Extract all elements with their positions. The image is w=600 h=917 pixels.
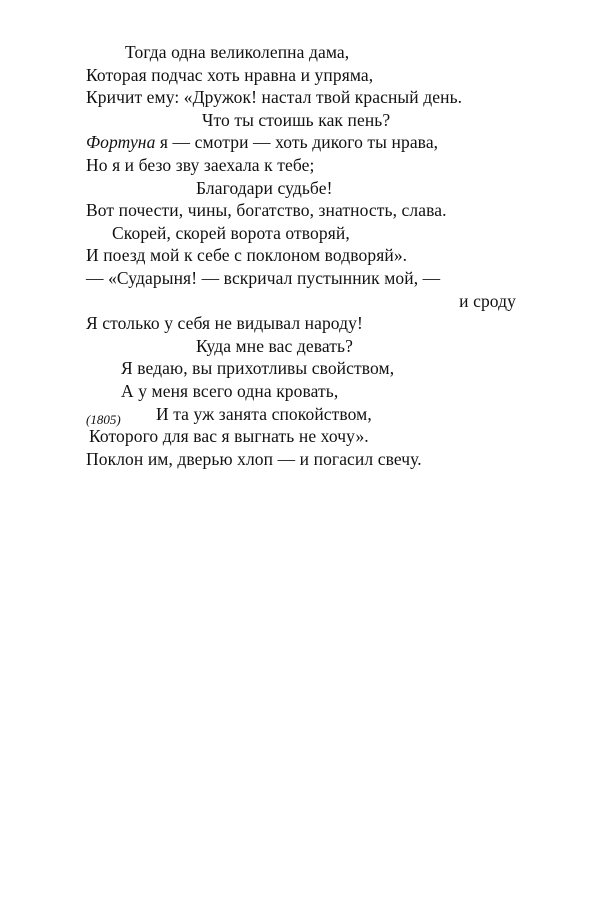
poem-line: Скорей, скорей ворота отворяй,: [112, 222, 350, 243]
poem-line: Вот почести, чины, богатство, знатность, слава.: [86, 200, 447, 221]
poem-line: Куда мне вас девать?: [196, 335, 353, 356]
poem-text: [86, 41, 516, 470]
poem-line: [86, 131, 516, 154]
poem-line: — «Сударыня! — вскричал пустынник мой, —: [86, 267, 441, 288]
poem-line: Которого для вас я выгнать не хочу».: [89, 426, 369, 447]
poem-line: Тогда одна великолепна дама,: [125, 42, 350, 62]
poem-line-rest: я — смотри — хоть дикого ты нрава,: [155, 132, 439, 153]
poem-line: Кричит ему: «Дружок! настал твой красный день.: [86, 87, 463, 108]
poem-line: и сроду: [459, 290, 516, 311]
poem-line: Поклон им, дверью хлоп — и погасил свечу.: [86, 448, 422, 469]
poem-line: Благодари судьбе!: [196, 177, 333, 198]
poem-line: Что ты стоишь как пень?: [202, 109, 391, 130]
poem-line: Но я и безо зву заехала к тебе;: [86, 154, 315, 175]
fortuna-word: Фортуна: [86, 132, 156, 153]
poem-line: А у меня всего одна кровать,: [121, 380, 339, 401]
poem-line: И та уж занята спокойством,: [156, 403, 372, 424]
poem-line: Я ведаю, вы прихотливы свойством,: [121, 358, 395, 379]
poem-line: И поезд мой к себе с поклоном водворяй».: [86, 245, 408, 266]
poem-date: (1805): [86, 412, 121, 427]
poem-line: Которая подчас хоть нравна и упряма,: [86, 64, 374, 85]
poem-line: Я столько у себя не видывал народу!: [86, 313, 363, 334]
